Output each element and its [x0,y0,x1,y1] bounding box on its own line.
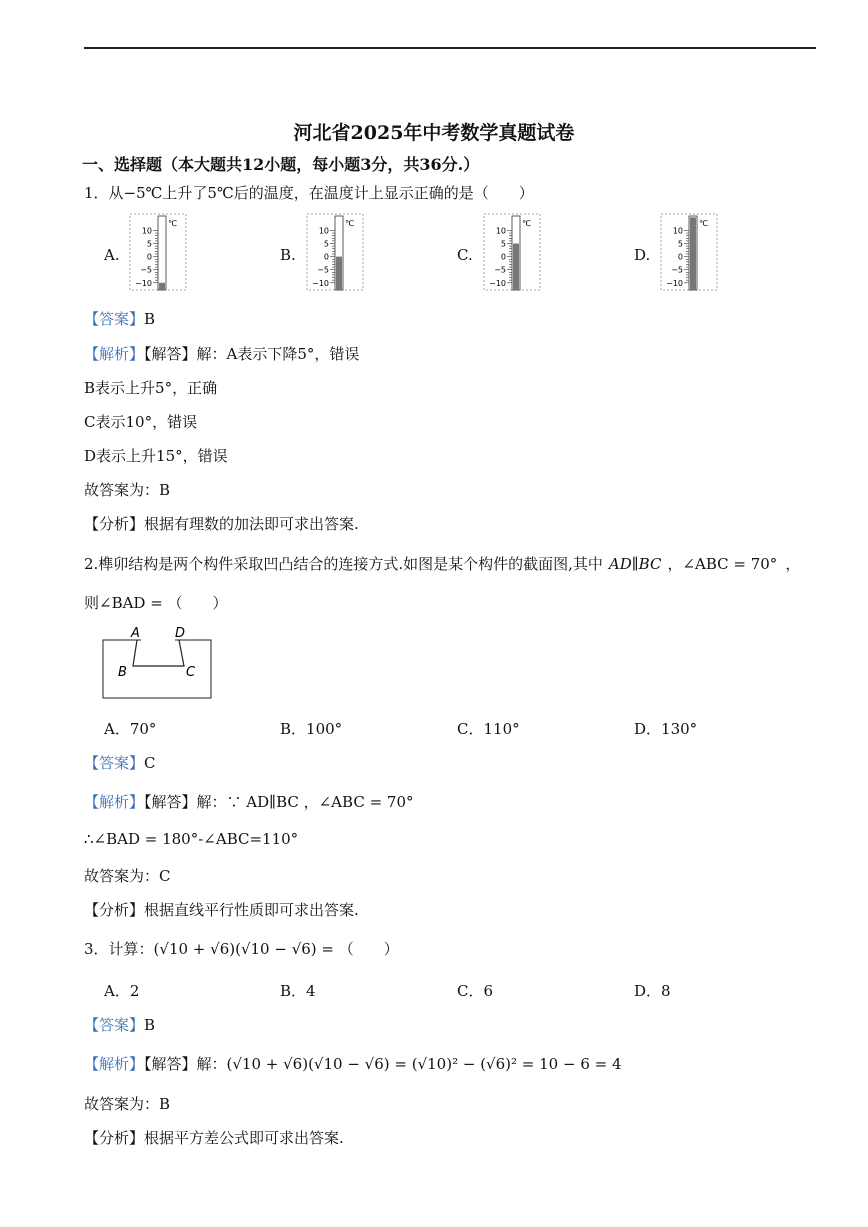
thermometer-tick-label: 5 [146,239,152,249]
q2-option-d: D．130° [634,720,698,738]
thermometer-tick-label: −5 [671,265,683,275]
thermometer-tick-label: 0 [500,252,506,262]
point-d-label: D [175,626,186,641]
thermometer-b [305,212,367,294]
thermometer-tick-label: 10 [672,226,683,236]
q3-answer [84,1014,155,1035]
thermometer-a [128,212,190,294]
thermometer-tick-label: −10 [489,278,506,288]
q1-option-c-label: C. [457,246,473,264]
q1-option-d-label: D. [634,246,651,264]
q1-answer [84,308,155,329]
thermometer-tick-label: 5 [677,239,683,249]
q2-option-b: B．100° [280,720,343,738]
q1-stem: 1．从−5℃上升了5℃后的温度，在温度计上显示正确的是（ ） [84,184,534,202]
thermometer-unit-label: ℃ [522,219,531,228]
q1-fenxi: 【分析】根据有理数的加法即可求出答案. [84,515,359,533]
q3-fenxi: 【分析】根据平方差公式即可求出答案. [84,1129,344,1147]
point-b-label: B [118,665,127,680]
answer-value: B [144,1016,156,1034]
answer-tag: 【答案】 [84,754,145,772]
section-heading: 一、选择题（本大题共12小题，每小题3分，共36分.） [82,155,480,174]
page-title: 河北省2025年中考数学真题试卷 [293,122,575,144]
thermometer-tick-label: 0 [146,252,152,262]
q2-analysis-3: 故答案为：C [84,867,171,885]
thermometer-mercury [159,283,165,290]
point-a-label: A [131,626,140,641]
q3-stem: 3．计算：(√10 + √6)(√10 − √6) = （ ） [84,940,399,958]
analysis-text: 【解答】解：A表示下降5°，错误 [144,345,360,363]
q2-option-c: C．110° [457,720,520,738]
q1-analysis-3: C表示10°，错误 [84,413,198,431]
q2-stem-text: 2.榫卯结构是两个构件采取凹凸结合的连接方式.如图是某个构件的截面图,其中 [84,555,603,573]
q3-analysis-1 [84,1053,622,1074]
thermometer-mercury [690,217,696,290]
thermometer-unit-label: ℃ [345,219,354,228]
q2-stem-parallel: AD∥BC [608,555,662,573]
analysis-text: 【解答】解：(√10 + √6)(√10 − √6) = (√10)² − (√6)² = 10 − 6 = 4 [144,1055,622,1073]
answer-value: C [144,754,156,772]
q2-analysis-1 [84,791,414,812]
q3-option-b: B．4 [280,982,316,1000]
thermometer-tick-label: 0 [323,252,329,262]
q1-analysis-4: D表示上升15°，错误 [84,447,228,465]
thermometer-tick-label: −5 [140,265,152,275]
q1-analysis-5: 故答案为：B [84,481,171,499]
q2-answer [84,752,156,773]
point-c-label: C [186,665,196,680]
thermometer-unit-label: ℃ [168,219,177,228]
answer-tag: 【答案】 [84,1016,145,1034]
q2-stem-comma: ， [785,555,801,573]
q3-analysis-2: 故答案为：B [84,1095,171,1113]
q2-option-a: A．70° [104,720,157,738]
thermometer-d [659,212,721,294]
thermometer-tick-label: 0 [677,252,683,262]
q3-option-c: C．6 [457,982,494,1000]
thermometer-tick-label: 10 [318,226,329,236]
thermometer-tick-label: 5 [323,239,329,249]
thermometer-c [482,212,544,294]
q3-option-a: A．2 [104,982,140,1000]
thermometer-tick-label: 10 [495,226,506,236]
thermometer-tick-label: −5 [317,265,329,275]
q2-stem-line2: 则∠BAD = （ ） [84,594,228,612]
analysis-tag: 【解析】 [84,793,145,811]
answer-value: B [144,310,156,328]
header-rule [84,47,816,49]
analysis-tag: 【解析】 [84,1055,145,1073]
analysis-tag: 【解析】 [84,345,145,363]
thermometer-unit-label: ℃ [699,219,708,228]
thermometer-tick-label: −10 [666,278,683,288]
q3-option-d: D．8 [634,982,671,1000]
thermometer-tick-label: −10 [312,278,329,288]
thermometer-tube [158,216,166,290]
q1-option-a-label: A. [104,246,120,264]
thermometer-tick-label: −10 [135,278,152,288]
thermometer-mercury [513,244,519,290]
thermometer-tick-label: 10 [141,226,152,236]
answer-tag: 【答案】 [84,310,145,328]
thermometer-tick-label: 5 [500,239,506,249]
q2-figure-trapezoid [133,640,184,666]
thermometer-mercury [336,257,342,290]
q2-stem-angle: ，∠ABC = 70° [667,555,778,573]
q2-fenxi: 【分析】根据直线平行性质即可求出答案. [84,901,359,919]
q1-option-b-label: B. [280,246,296,264]
q2-stem [84,553,800,574]
q2-analysis-2: ∴∠BAD = 180°-∠ABC=110° [84,830,299,848]
q1-analysis-1 [84,343,359,364]
analysis-text: 【解答】解：∵ AD∥BC ，∠ABC = 70° [144,793,414,811]
q2-figure [96,620,220,704]
q1-analysis-2: B表示上升5°，正确 [84,379,218,397]
thermometer-tick-label: −5 [494,265,506,275]
